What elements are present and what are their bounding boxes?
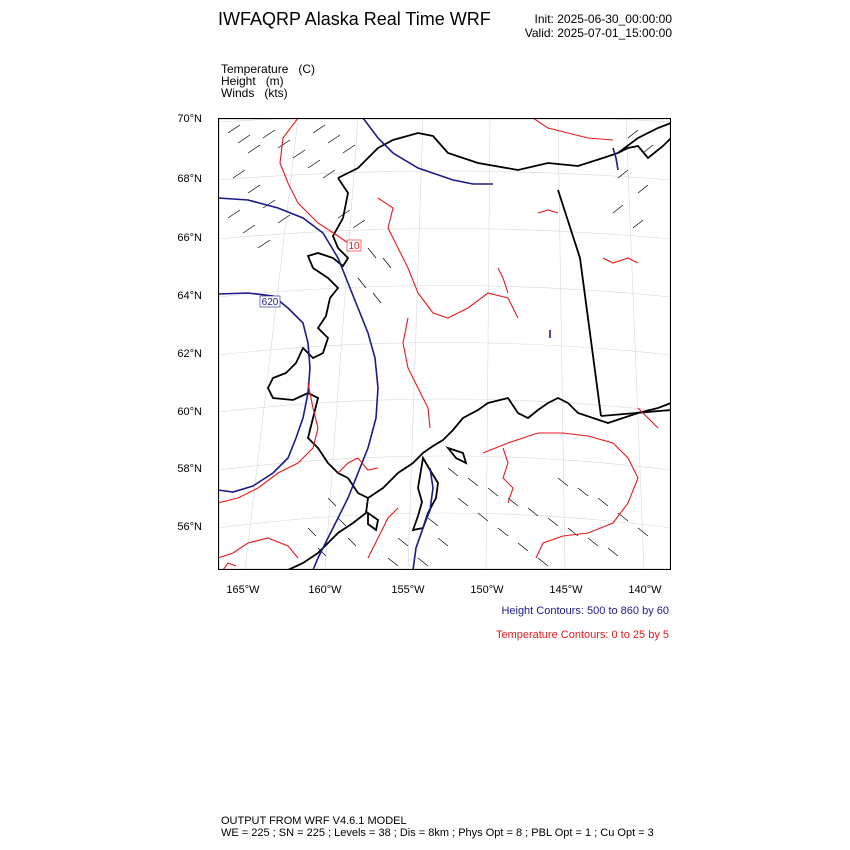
temperature-contour-label: 10 (348, 241, 360, 252)
field-height: Height (m) (221, 74, 284, 88)
init-time: Init: 2025-06-30_00:00:00 (534, 12, 672, 26)
lat-label-60: 60°N (177, 406, 202, 418)
lat-label-66: 66°N (177, 232, 202, 244)
height-contours-note: Height Contours: 500 to 860 by 60 (501, 605, 669, 617)
field-winds: Winds (kts) (221, 86, 288, 100)
height-contours (218, 118, 618, 570)
map-panel (218, 118, 671, 570)
lat-label-58: 58°N (177, 463, 202, 475)
model-info-line2: WE = 225 ; SN = 225 ; Levels = 38 ; Dis = 8km ; Phys Opt = 8 ; PBL Opt = 1 ; Cu Opt = 3 (221, 827, 654, 839)
lat-label-70: 70°N (177, 113, 202, 125)
lat-label-64: 64°N (177, 290, 202, 302)
temperature-contours-note: Temperature Contours: 0 to 25 by 5 (495, 629, 669, 641)
chart-title: IWFAQRP Alaska Real Time WRF (218, 9, 491, 29)
height-contour-label: 620 (261, 297, 279, 308)
lat-label-68: 68°N (177, 173, 202, 185)
coastline (268, 123, 671, 570)
lon-label-165: 165°W (226, 584, 260, 596)
model-info (221, 815, 654, 839)
lon-label-140: 140°W (628, 584, 662, 596)
valid-time: Valid: 2025-07-01_15:00:00 (524, 26, 672, 40)
lon-label-155: 155°W (391, 584, 425, 596)
field-temperature: Temperature (C) (221, 62, 316, 76)
lat-label-62: 62°N (177, 348, 202, 360)
model-info-line1: OUTPUT FROM WRF V4.6.1 MODEL (221, 815, 407, 827)
lat-label-56: 56°N (177, 521, 202, 533)
lon-label-160: 160°W (308, 584, 342, 596)
lon-label-145: 145°W (549, 584, 583, 596)
run-times (525, 12, 672, 40)
lon-label-150: 150°W (470, 584, 504, 596)
map-svg (218, 118, 671, 570)
field-list (221, 63, 315, 99)
